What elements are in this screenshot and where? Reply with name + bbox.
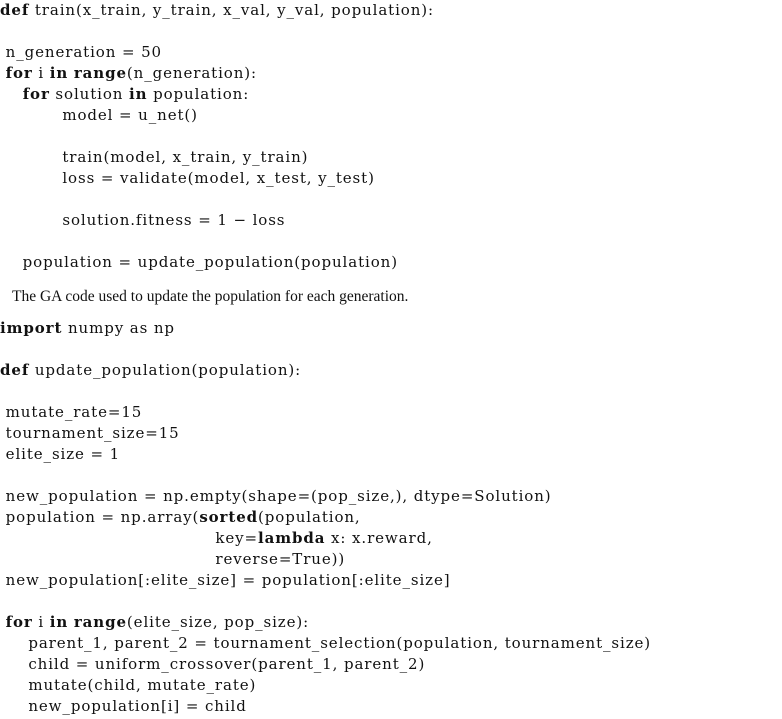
code-line xyxy=(0,528,782,549)
code-text: (population, xyxy=(258,508,361,526)
code-text: parent_1, parent_2 = tournament_selection(population, tournament_size) xyxy=(0,634,652,652)
code-text: i xyxy=(32,64,50,82)
code-line xyxy=(0,105,782,126)
code-line xyxy=(0,423,782,444)
code-text: model = u_net() xyxy=(0,106,198,124)
code-text: new_population[i] = child xyxy=(0,697,247,715)
code-text: population = update_population(population) xyxy=(0,253,398,271)
code-line xyxy=(0,126,782,147)
code-keyword: for xyxy=(5,613,33,631)
code-text: new_population = np.empty(shape=(pop_size,), dtype=Solution) xyxy=(0,487,552,505)
code-keyword: import xyxy=(0,319,63,337)
code-text: train(x_train, y_train, x_val, y_val, population): xyxy=(29,1,435,19)
code-text: n_generation = 50 xyxy=(0,43,162,61)
code-line xyxy=(0,570,782,591)
code-line xyxy=(0,612,782,633)
code-line xyxy=(0,507,782,528)
code-line xyxy=(0,210,782,231)
code-line xyxy=(0,696,782,717)
code-keyword: for xyxy=(5,64,33,82)
code-line xyxy=(0,444,782,465)
code-line xyxy=(0,486,782,507)
code-line xyxy=(0,381,782,402)
code-text: mutate_rate=15 xyxy=(0,403,143,421)
code-text: x: x.reward, xyxy=(325,529,433,547)
code-text: key= xyxy=(0,529,258,547)
listing-caption: The GA code used to update the population for each generation. xyxy=(12,288,409,305)
code-keyword: def xyxy=(0,1,30,19)
code-keyword: in xyxy=(49,64,69,82)
code-text: (n_generation): xyxy=(126,64,257,82)
code-line xyxy=(0,252,782,273)
code-line xyxy=(0,168,782,189)
code-line xyxy=(0,63,782,84)
code-text: numpy as np xyxy=(62,319,175,337)
code-line xyxy=(0,21,782,42)
code-text: solution xyxy=(49,85,129,103)
code-text: reverse=True)) xyxy=(0,550,346,568)
train-code-block xyxy=(0,0,782,273)
code-text: train(model, x_train, y_train) xyxy=(0,148,309,166)
code-line xyxy=(0,84,782,105)
code-line xyxy=(0,675,782,696)
code-line xyxy=(0,339,782,360)
code-text: population = np.array( xyxy=(0,508,200,526)
code-line xyxy=(0,0,782,21)
code-text: child = uniform_crossover(parent_1, parent_2) xyxy=(0,655,426,673)
code-line xyxy=(0,189,782,210)
code-keyword: in xyxy=(129,85,148,103)
code-text: solution.fitness = 1 − loss xyxy=(0,211,286,229)
code-keyword: range xyxy=(73,613,127,631)
code-text: new_population[:elite_size] = population[:elite_size] xyxy=(0,571,451,589)
code-text: elite_size = 1 xyxy=(0,445,121,463)
code-line xyxy=(0,549,782,570)
code-text: (elite_size, pop_size): xyxy=(126,613,310,631)
code-line xyxy=(0,402,782,423)
code-text xyxy=(0,85,23,103)
code-line xyxy=(0,147,782,168)
code-line xyxy=(0,360,782,381)
code-keyword: sorted xyxy=(199,508,259,526)
code-keyword: lambda xyxy=(258,529,326,547)
code-text: update_population(population): xyxy=(29,361,302,379)
code-keyword: def xyxy=(0,361,30,379)
code-text: i xyxy=(32,613,50,631)
code-keyword: range xyxy=(73,64,127,82)
code-line xyxy=(0,318,782,339)
code-line xyxy=(0,465,782,486)
code-text: mutate(child, mutate_rate) xyxy=(0,676,257,694)
code-keyword: in xyxy=(49,613,69,631)
code-line xyxy=(0,231,782,252)
ga-code-block xyxy=(0,318,782,717)
code-line xyxy=(0,633,782,654)
code-text: loss = validate(model, x_test, y_test) xyxy=(0,169,375,187)
code-text: population: xyxy=(147,85,250,103)
code-line xyxy=(0,654,782,675)
code-keyword: for xyxy=(22,85,50,103)
code-line xyxy=(0,591,782,612)
code-text: tournament_size=15 xyxy=(0,424,180,442)
code-line xyxy=(0,42,782,63)
